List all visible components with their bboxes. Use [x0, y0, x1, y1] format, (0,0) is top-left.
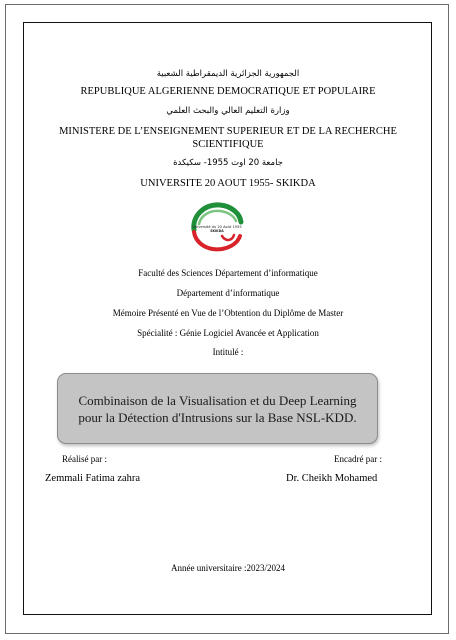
- supervisor-name: Dr. Cheikh Mohamed: [286, 473, 378, 484]
- author-name: Zemmali Fatima zahra: [45, 473, 141, 484]
- academic-year: Année universitaire :2023/2024: [171, 563, 285, 573]
- memoire-line: Mémoire Présenté en Vue de l’Obtention du Diplôme de Master: [112, 308, 344, 318]
- encadre-par-label: Encadré par :: [334, 454, 382, 464]
- university-heading: UNIVERSITE 20 AOUT 1955- SKIKDA: [140, 178, 316, 189]
- arabic-ministry-heading: وزارة التعليم العالي والبحث العلمي: [166, 106, 290, 116]
- logo-text-line1: Université du 20 Août 1955: [192, 225, 242, 229]
- intitule-label: Intitulé :: [212, 347, 244, 357]
- arabic-republic-heading: الجمهورية الجزائرية الديمقراطية الشعبية: [156, 69, 300, 79]
- ministry-heading-line1: MINISTERE DE L’ENSEIGNEMENT SUPERIEUR ET DE LA RECHERCHE: [59, 126, 397, 137]
- department-line: Département d’informatique: [176, 288, 280, 298]
- university-logo: [188, 200, 244, 254]
- faculty-line: Faculté des Sciences Département d’informatique: [138, 268, 318, 278]
- arabic-university-heading: جامعة 20 اوت 1955- سكيكدة: [173, 158, 283, 168]
- thesis-title-line2: pour la Détection d'Intrusions sur la Base NSL-KDD.: [78, 409, 357, 425]
- republic-heading: REPUBLIQUE ALGERIENNE DEMOCRATIQUE ET POPULAIRE: [80, 86, 376, 97]
- realise-par-label: Réalisé par :: [62, 454, 107, 464]
- logo-text-line2: SKIKDA: [210, 229, 224, 233]
- ministry-heading-line2: SCIENTIFIQUE: [192, 139, 264, 150]
- thesis-title-box: [57, 373, 378, 444]
- speciality-line: Spécialité : Génie Logiciel Avancée et Application: [137, 328, 319, 338]
- thesis-title-line1: Combinaison de la Visualisation et du Deep Learning: [78, 392, 357, 408]
